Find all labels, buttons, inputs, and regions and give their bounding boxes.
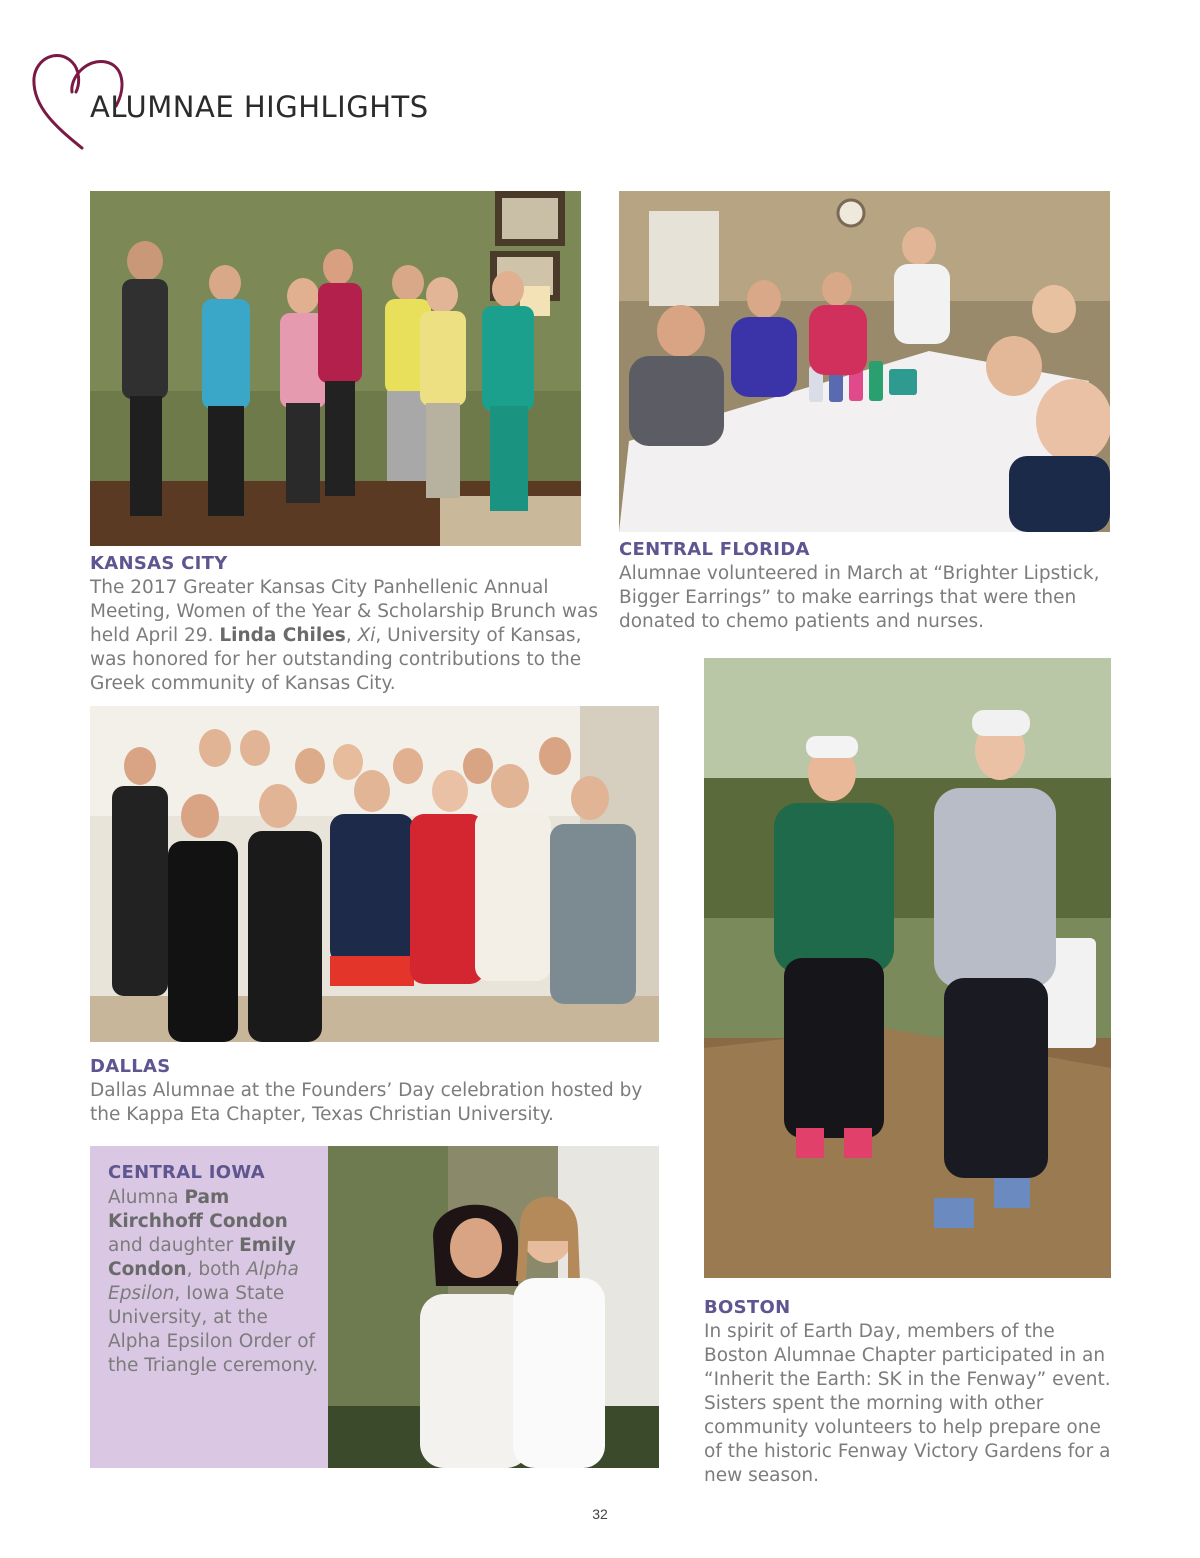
caption-text: The 2017 Greater Kansas City Panhellenic Annual Meeting, Women of the Year & Scholarship Brunch was held April 29. <box>90 577 598 646</box>
central-iowa-caption <box>108 1186 323 1378</box>
chapter-name: Alpha Epsilon <box>108 1259 299 1304</box>
central-iowa-photo <box>328 1146 659 1468</box>
member-name: Linda Chiles <box>219 625 346 646</box>
caption-text: , both <box>186 1259 247 1280</box>
page-number: 32 <box>592 1506 608 1522</box>
kansas-city-caption <box>90 576 600 696</box>
chapter-name: Xi <box>357 625 376 646</box>
boston-caption: In spirit of Earth Day, members of the Boston Alumnae Chapter participated in an “Inherit the Earth: SK in the Fenway” event. Sisters spent the morning with other community volunteers to help prepare one of the historic Fenway Victory Gardens for a new season. <box>704 1321 1111 1486</box>
dallas-title: DALLAS <box>90 1056 171 1077</box>
caption-text: , Iowa State University, at the Alpha Epsilon Order of the Triangle ceremony. <box>108 1283 319 1376</box>
dallas-caption: Dallas Alumnae at the Founders’ Day celebration hosted by the Kappa Eta Chapter, Texas Christian University. <box>90 1080 643 1125</box>
central-iowa-box <box>90 1146 328 1468</box>
caption-text: and daughter <box>108 1235 240 1256</box>
caption-text: , <box>345 625 358 646</box>
dallas-photo <box>90 706 659 1042</box>
central-florida-photo <box>619 191 1110 532</box>
caption-text: Alumna <box>108 1187 185 1208</box>
central-florida-caption: Alumnae volunteered in March at “Brighter Lipstick, Bigger Earrings” to make earrings that were then donated to chemo patients and nurses. <box>619 563 1100 632</box>
page-header <box>30 48 450 158</box>
member-name: Emily Condon <box>108 1235 296 1280</box>
kansas-city-photo <box>90 191 581 546</box>
boston-photo <box>704 658 1111 1278</box>
central-florida-title: CENTRAL FLORIDA <box>619 539 810 560</box>
central-iowa-title: CENTRAL IOWA <box>108 1162 265 1183</box>
kansas-city-title: KANSAS CITY <box>90 553 228 574</box>
boston-title: BOSTON <box>704 1297 791 1318</box>
caption-text: , University of Kansas, was honored for her outstanding contributions to the Greek community of Kansas City. <box>90 625 582 694</box>
member-name: Pam Kirchhoff Condon <box>108 1187 288 1232</box>
page-title: ALUMNAE HIGHLIGHTS <box>90 90 429 124</box>
